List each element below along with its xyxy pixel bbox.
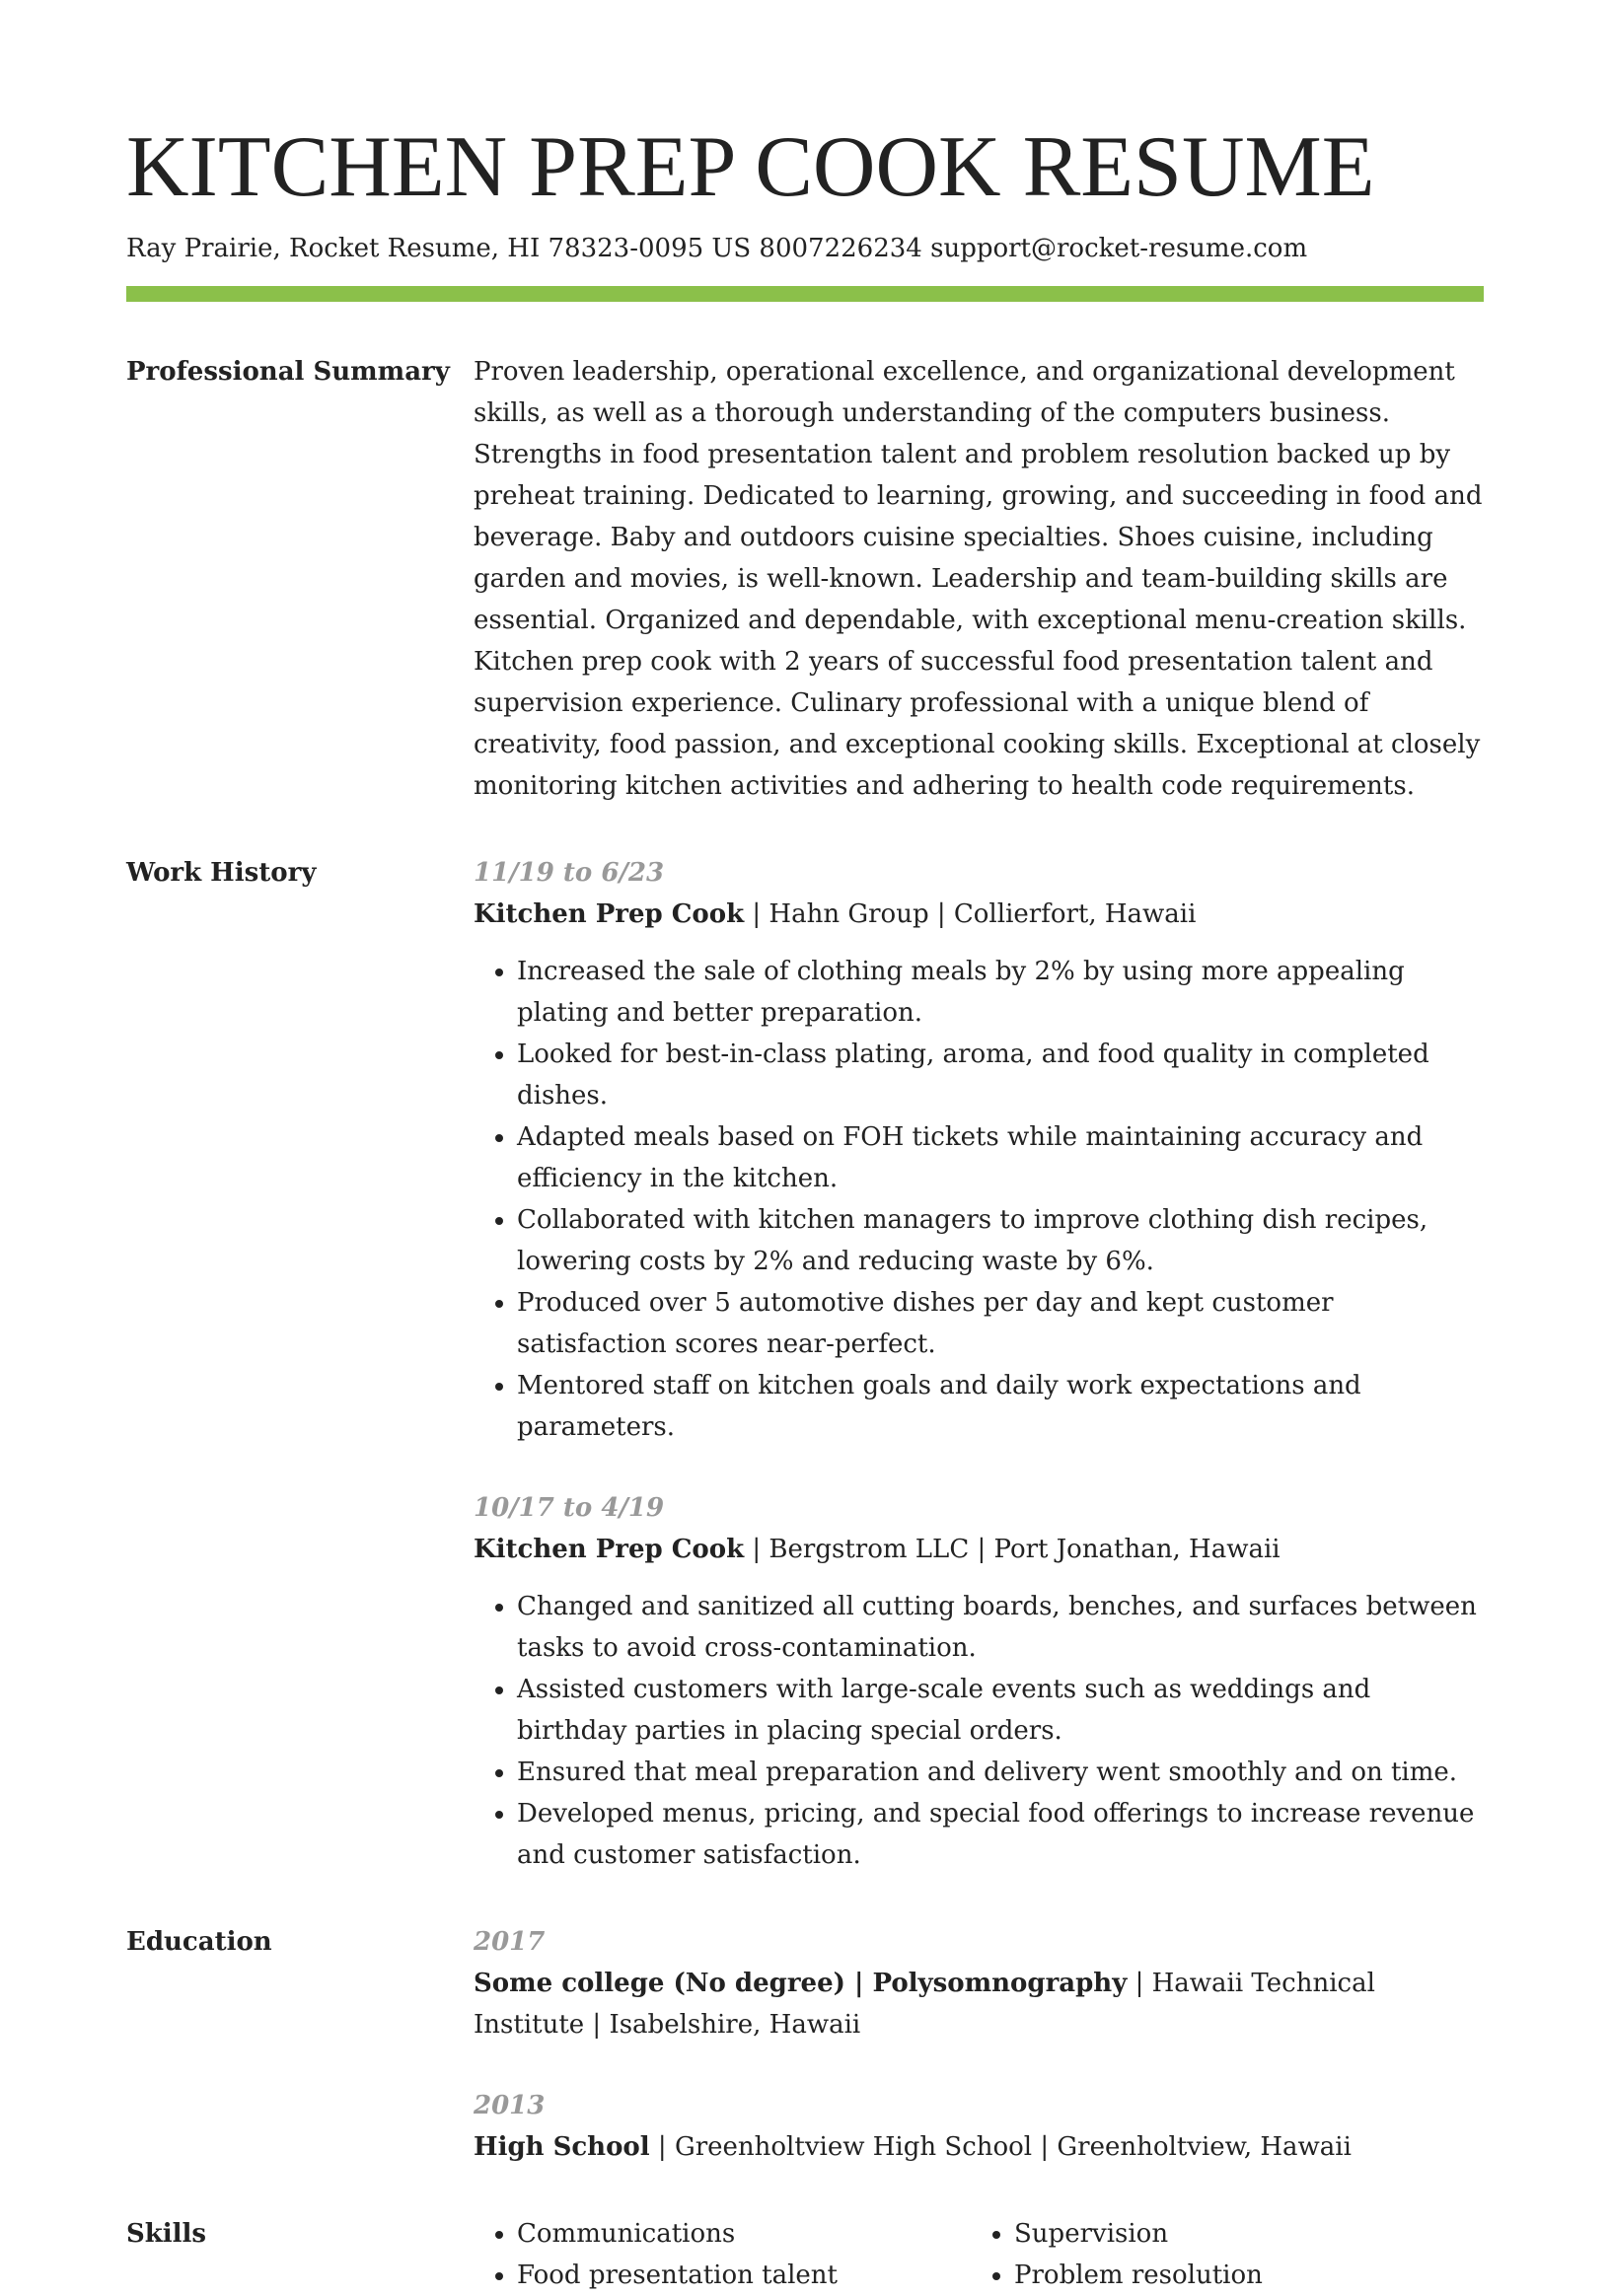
education-degree: High School — [474, 2132, 650, 2162]
job-entry — [474, 1487, 1484, 1876]
education-section — [126, 1921, 1484, 2168]
job-bullet: • Adapted meals based on FOH tickets while maintaining accuracy and efficiency in the kitchen. — [517, 1116, 1484, 1199]
education-entry — [474, 2085, 1484, 2168]
job-entry — [474, 852, 1484, 1448]
job-bullet: • Assisted customers with large-scale events such as weddings and birthday parties in placing special orders. — [517, 1669, 1484, 1752]
education-line — [474, 1963, 1484, 2045]
job-role-line — [474, 1529, 1484, 1570]
summary-text: Proven leadership, operational excellence, and organizational development skills, as well as a thorough understanding of the computers business. Strengths in food presentation talent and problem resolution backed up by preheat training. Dedicated to learning, growing, and succeeding in food and beverage. Baby and outdoors cuisine specialties. Shoes cuisine, including garden and movies, is well-known. Leadership and team-building skills are essential. Organized and dependable, with exceptional menu-creation skills. Kitchen prep cook with 2 years of successful food presentation talent and supervision experience. Culinary professional with a unique blend of creativity, food passion, and exceptional cooking skills. Exceptional at closely monitoring kitchen activities and adhering to health code requirements. — [474, 357, 1483, 801]
job-dates: 10/17 to 4/19 — [474, 1493, 665, 1523]
skills-list-right — [971, 2213, 1468, 2296]
header-divider — [126, 286, 1484, 302]
job-bullet: • Increased the sale of clothing meals by 2% by using more appealing plating and better preparation. — [517, 951, 1484, 1034]
education-degree: Some college (No degree) | Polysomnography — [474, 1969, 1128, 1998]
education-line — [474, 2126, 1484, 2168]
skill-item: • Communications — [517, 2213, 971, 2255]
education-entry — [474, 1921, 1484, 2045]
job-dates: 11/19 to 6/23 — [474, 858, 665, 888]
job-details: | Bergstrom LLC | Port Jonathan, Hawaii — [744, 1535, 1281, 1564]
skill-item: • Supervision — [1014, 2213, 1468, 2255]
resume-page — [126, 116, 1484, 2296]
education-details: | Greenholtview High School | Greenholtview, Hawaii — [649, 2132, 1352, 2162]
job-bullet: • Looked for best-in-class plating, aroma, and food quality in completed dishes. — [517, 1034, 1484, 1116]
education-year: 2017 — [474, 1927, 546, 1957]
job-title: Kitchen Prep Cook — [474, 899, 745, 929]
job-bullet: • Changed and sanitized all cutting boards, benches, and surfaces between tasks to avoid cross-contamination. — [517, 1586, 1484, 1669]
work-history-label: Work History — [126, 858, 317, 888]
job-title: Kitchen Prep Cook — [474, 1535, 745, 1564]
job-bullets — [474, 1586, 1484, 1876]
job-bullet: • Mentored staff on kitchen goals and daily work expectations and parameters. — [517, 1365, 1484, 1448]
education-details: | Hawaii Technical Institute | Isabelshire, Hawaii — [474, 1969, 1375, 2040]
skills-columns — [474, 2213, 1484, 2296]
education-year: 2013 — [474, 2091, 546, 2120]
summary-label: Professional Summary — [126, 357, 450, 387]
skills-section — [126, 2213, 1484, 2296]
job-role-line — [474, 894, 1484, 935]
contact-line: Ray Prairie, Rocket Resume, HI 78323-0095 US 8007226234 support@rocket-resume.com — [126, 234, 1308, 263]
skill-item: • Problem resolution — [1014, 2255, 1468, 2296]
skills-label: Skills — [126, 2219, 207, 2249]
job-bullet: • Produced over 5 automotive dishes per day and kept customer satisfaction scores near-perfect. — [517, 1282, 1484, 1365]
work-history-section — [126, 852, 1484, 1876]
education-label: Education — [126, 1927, 272, 1957]
job-bullet: • Collaborated with kitchen managers to improve clothing dish recipes, lowering costs by 2% and reducing waste by 6%. — [517, 1199, 1484, 1282]
job-bullets — [474, 951, 1484, 1448]
skills-list-left — [474, 2213, 971, 2296]
skill-item: • Food presentation talent — [517, 2255, 971, 2296]
resume-title: KITCHEN PREP COOK RESUME — [126, 119, 1375, 215]
job-bullet: • Developed menus, pricing, and special food offerings to increase revenue and customer satisfaction. — [517, 1793, 1484, 1876]
job-details: | Hahn Group | Collierfort, Hawaii — [744, 899, 1197, 929]
job-bullet: • Ensured that meal preparation and delivery went smoothly and on time. — [517, 1752, 1484, 1793]
summary-section — [126, 351, 1484, 807]
